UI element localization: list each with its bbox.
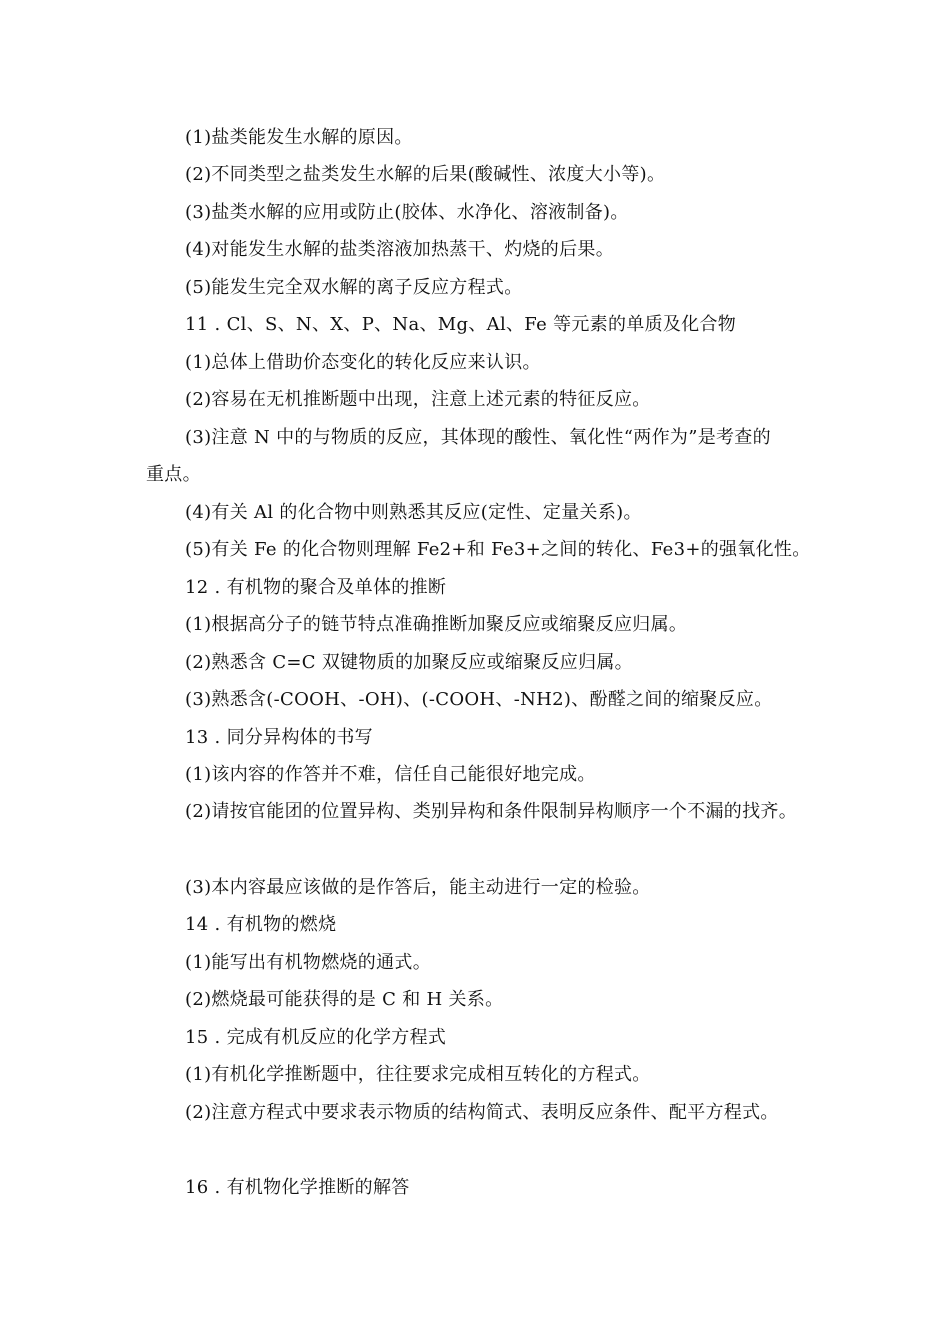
text-line: (4)有关 Al 的化合物中则熟悉其反应(定性、定量关系)。 <box>185 502 642 523</box>
section-heading: 12 . 有机物的聚合及单体的推断 <box>185 577 447 598</box>
text-line: (4)对能发生水解的盐类溶液加热蒸干、灼烧的后果。 <box>185 239 614 260</box>
text-line: 重点。 <box>146 464 201 485</box>
text-line: (5)有关 Fe 的化合物则理解 Fe2+和 Fe3+之间的转化、Fe3+的强氧化性。 <box>185 539 811 560</box>
text-line: (1)该内容的作答并不难，信任自己能很好地完成。 <box>185 764 596 785</box>
section-heading: 11 . Cl、S、N、X、P、Na、Mg、Al、Fe 等元素的单质及化合物 <box>185 314 737 335</box>
section-heading: 14 . 有机物的燃烧 <box>185 914 337 935</box>
text-line: (3)盐类水解的应用或防止(胶体、水净化、溶液制备)。 <box>185 202 629 223</box>
text-line: (1)盐类能发生水解的原因。 <box>185 127 413 148</box>
section-heading: 13 . 同分异构体的书写 <box>185 727 373 748</box>
text-line: (2)燃烧最可能获得的是 C 和 H 关系。 <box>185 989 504 1010</box>
text-line: (3)熟悉含(-COOH、-OH)、(-COOH、-NH2)、酚醛之间的缩聚反应。 <box>185 689 773 710</box>
text-line: (5)能发生完全双水解的离子反应方程式。 <box>185 277 523 298</box>
text-line: (2)熟悉含 C=C 双键物质的加聚反应或缩聚反应归属。 <box>185 652 633 673</box>
text-line: (1)能写出有机物燃烧的通式。 <box>185 952 431 973</box>
section-heading: 16 . 有机物化学推断的解答 <box>185 1177 410 1198</box>
text-line: (2)不同类型之盐类发生水解的后果(酸碱性、浓度大小等)。 <box>185 164 666 185</box>
text-line: (3)注意 N 中的与物质的反应，其体现的酸性、氧化性“两作为”是考查的 <box>185 427 771 448</box>
section-heading: 15 . 完成有机反应的化学方程式 <box>185 1027 447 1048</box>
text-line: (1)根据高分子的链节特点准确推断加聚反应或缩聚反应归属。 <box>185 614 688 635</box>
text-line: (3)本内容最应该做的是作答后，能主动进行一定的检验。 <box>185 877 651 898</box>
text-line: (1)有机化学推断题中，往往要求完成相互转化的方程式。 <box>185 1064 651 1085</box>
text-line: (2)注意方程式中要求表示物质的结构简式、表明反应条件、配平方程式。 <box>185 1102 779 1123</box>
text-line: (2)请按官能团的位置异构、类别异构和条件限制异构顺序一个不漏的找齐。 <box>185 801 797 822</box>
text-line: (2)容易在无机推断题中出现，注意上述元素的特征反应。 <box>185 389 651 410</box>
text-line: (1)总体上借助价态变化的转化反应来认识。 <box>185 352 541 373</box>
